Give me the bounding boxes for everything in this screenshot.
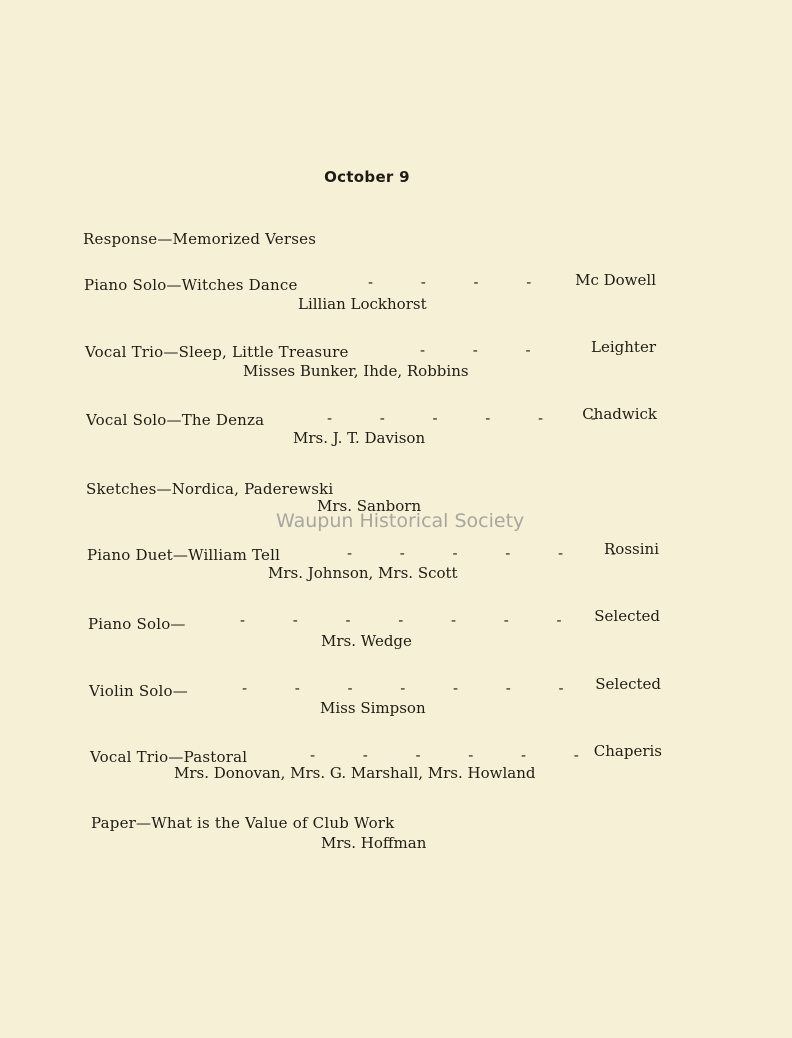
- performer-name: Misses Bunker, Ihde, Robbins: [243, 362, 469, 380]
- composer-name: Selected: [595, 675, 661, 693]
- performer-name: Miss Simpson: [320, 699, 426, 717]
- performer-name: Mrs. Johnson, Mrs. Scott: [268, 564, 458, 582]
- leader-dashes: - - - - - - -: [240, 611, 562, 629]
- program-item-title: Piano Solo—Witches Dance: [84, 276, 298, 294]
- leader-dashes: - - - - - -: [310, 746, 579, 764]
- program-item-title: Vocal Solo—The Denza: [86, 411, 265, 429]
- program-item-title: Vocal Trio—Pastoral: [90, 748, 248, 766]
- leader-dashes: - - - - - -: [347, 544, 616, 562]
- leader-dashes: - - -: [420, 341, 531, 359]
- page-heading: October 9: [324, 168, 410, 186]
- program-item-title: Sketches—Nordica, Paderewski: [86, 480, 334, 498]
- performer-name: Mrs. Sanborn: [317, 497, 422, 515]
- composer-name: Chadwick: [582, 405, 657, 423]
- program-item-title: Piano Solo—: [88, 615, 186, 633]
- performer-name: Mrs. Hoffman: [321, 834, 427, 852]
- program-item-title: Violin Solo—: [89, 682, 188, 700]
- performer-name: Lillian Lockhorst: [298, 295, 427, 313]
- composer-name: Selected: [594, 607, 660, 625]
- performer-name: Mrs. Donovan, Mrs. G. Marshall, Mrs. Howland: [174, 764, 536, 782]
- composer-name: Leighter: [591, 338, 656, 356]
- performer-name: Mrs. Wedge: [321, 632, 412, 650]
- composer-name: Chaperis: [593, 742, 662, 760]
- program-item-title: Vocal Trio—Sleep, Little Treasure: [85, 343, 349, 361]
- composer-name: Rossini: [604, 540, 659, 558]
- leader-dashes: - - - - - - -: [242, 679, 564, 697]
- performer-name: Mrs. J. T. Davison: [293, 429, 426, 447]
- program-item-title: Piano Duet—William Tell: [87, 546, 281, 564]
- leader-dashes: - - - - - -: [327, 409, 596, 427]
- composer-name: Mc Dowell: [575, 271, 656, 289]
- leader-dashes: - - - -: [368, 273, 532, 291]
- watermark-text: Waupun Historical Society: [276, 510, 525, 532]
- program-item-title: Response—Memorized Verses: [83, 230, 317, 248]
- program-item-title: Paper—What is the Value of Club Work: [91, 814, 395, 832]
